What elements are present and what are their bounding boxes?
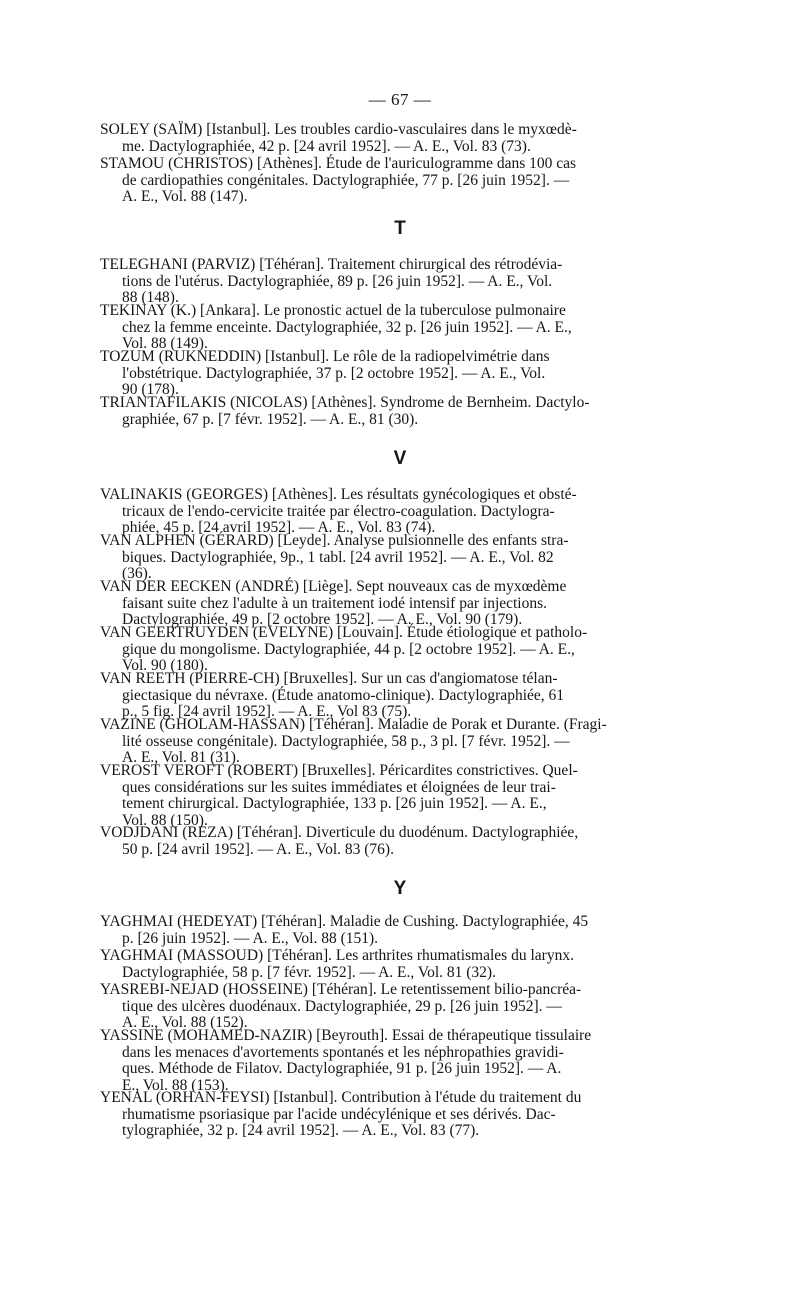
entry-line: ques considérations sur les suites immédiates et éloignées de leur trai-: [122, 778, 556, 796]
entry-line: TRIANTAFILAKIS (NICOLAS) [Athènes]. Syndrome de Bernheim. Dactylo-: [100, 394, 590, 411]
entry-line: 90 (178).: [122, 381, 179, 398]
entry-line: tement chirurgical. Dactylographiée, 133 p. [26 juin 1952]. — A. E.,: [122, 795, 547, 812]
entry-line: YENAL (ORHAN-FEYSI) [Istanbul]. Contribution à l'étude du traitement du: [100, 1089, 582, 1106]
entry-line: A. E., Vol. 81 (31).: [122, 749, 240, 766]
entry-line: giectasique du névraxe. (Étude anatomo-clinique). Dactylographiée, 61: [122, 686, 565, 704]
bibliography-entry: [100, 349, 720, 399]
entry-line: YASREBI-NEJAD (HOSSEINE) [Téhéran]. Le retentissement bilio-pancréa-: [100, 981, 582, 998]
bibliography-entry: [100, 487, 720, 537]
entry-line: E., Vol. 88 (153).: [122, 1076, 229, 1094]
bibliography-entry: [100, 122, 720, 155]
bibliography-entry: [100, 1090, 720, 1140]
entry-line: me. Dactylographiée, 42 p. [24 avril 1952]. — A. E., Vol. 83 (73).: [122, 137, 531, 155]
bibliography-entry: [100, 625, 720, 675]
entry-line: gique du mongolisme. Dactylographiée, 44 p. [2 octobre 1952]. — A. E.,: [122, 640, 575, 658]
entry-line: tylographiée, 32 p. [24 avril 1952]. — A. E., Vol. 83 (77).: [122, 1122, 480, 1139]
entry-line: VAN DER EECKEN (ANDRÉ) [Liège]. Sept nouveaux cas de myxœdème: [100, 578, 567, 595]
entry-line: TEKINAY (K.) [Ankara]. Le pronostic actuel de la tuberculose pulmonaire: [100, 302, 566, 319]
entry-line: Dactylographiée, 58 p. [7 févr. 1952]. — A. E., Vol. 81 (32).: [122, 963, 496, 981]
entry-line: de cardiopathies congénitales. Dactylographiée, 77 p. [26 juin 1952]. —: [122, 171, 570, 189]
bibliography-entry: [100, 257, 720, 307]
section-letter: T: [394, 218, 406, 239]
entry-line: l'obstétrique. Dactylographiée, 37 p. [2 octobre 1952]. — A. E., Vol.: [122, 364, 546, 382]
entry-line: Vol. 90 (180).: [122, 657, 208, 674]
entry-line: YASSINE (MOHAMED-NAZIR) [Beyrouth]. Essai de thérapeutique tissulaire: [100, 1027, 592, 1044]
bibliography-entry: [100, 156, 720, 206]
bibliography-entry: [100, 303, 720, 353]
entry-line: tions de l'utérus. Dactylographiée, 89 p. [26 juin 1952]. — A. E., Vol.: [122, 272, 553, 290]
entry-line: biques. Dactylographiée, 9p., 1 tabl. [24 avril 1952]. — A. E., Vol. 82: [122, 548, 554, 566]
entry-line: 50 p. [24 avril 1952]. — A. E., Vol. 83 (76).: [122, 840, 394, 858]
entry-line: (36).: [122, 565, 152, 582]
entry-line: phiée, 45 p. [24 avril 1952]. — A. E., Vol. 83 (74).: [122, 519, 436, 536]
entry-line: A. E., Vol. 88 (152).: [122, 1014, 248, 1031]
entry-line: dans les menaces d'avortements spontanés et les néphropathies gravidi-: [122, 1043, 564, 1061]
bibliography-entry: [100, 533, 720, 583]
entry-line: rhumatisme psoriasique par l'acide undécylénique et ses dérivés. Dac-: [122, 1105, 556, 1123]
entry-line: STAMOU (CHRISTOS) [Athènes]. Étude de l'auriculogramme dans 100 cas: [100, 155, 577, 172]
entry-line: VAN GEERTRUYDEN (EVELYNE) [Louvain]. Étude étiologique et patholo-: [100, 624, 588, 641]
entry-line: p., 5 fig. [24 avril 1952]. — A. E., Vol 83 (75).: [122, 703, 412, 720]
entry-line: lité osseuse congénitale). Dactylographiée, 58 p., 3 pl. [7 févr. 1952]. —: [122, 732, 570, 750]
entry-line: VEROST VEROFT (ROBERT) [Bruxelles]. Péricardites constrictives. Quel-: [100, 762, 578, 779]
entry-line: A. E., Vol. 88 (147).: [122, 188, 248, 205]
entry-line: tricaux de l'endo-cervicite traitée par électro-coagulation. Dactylogra-: [122, 502, 555, 520]
bibliography-entry: [100, 717, 720, 767]
entry-line: tique des ulcères duodénaux. Dactylographiée, 29 p. [26 juin 1952]. —: [122, 997, 562, 1015]
entry-line: Vol. 88 (149).: [122, 335, 208, 352]
entry-line: p. [26 juin 1952]. — A. E., Vol. 88 (151).: [122, 929, 379, 947]
bibliography-entry: [100, 948, 720, 981]
bibliography-entry: [100, 579, 720, 629]
bibliography-entry: [100, 763, 720, 829]
entry-line: TELEGHANI (PARVIZ) [Téhéran]. Traitement chirurgical des rétrodévia-: [100, 256, 563, 273]
entry-line: TOZUM (RUKNEDDIN) [Istanbul]. Le rôle de la radiopelvimétrie dans: [100, 348, 550, 365]
bibliography-entry: [100, 982, 720, 1032]
entry-line: 88 (148).: [122, 289, 179, 306]
entry-line: VAN ALPHEN (GÉRARD) [Leyde]. Analyse pulsionnelle des enfants stra-: [100, 532, 569, 549]
bibliography-entry: [100, 914, 720, 947]
entry-line: VAZINE (GHOLAM-HASSAN) [Téhéran]. Maladie de Porak et Durante. (Fragi-: [100, 716, 607, 733]
entry-line: YAGHMAI (MASSOUD) [Téhéran]. Les arthrites rhumatismales du larynx.: [100, 947, 574, 964]
entry-line: YAGHMAI (HEDEYAT) [Téhéran]. Maladie de Cushing. Dactylographiée, 45: [100, 913, 589, 930]
section-letter: Y: [393, 878, 407, 899]
section-letter: V: [393, 448, 407, 469]
entry-line: VODJDANI (REZA) [Téhéran]. Diverticule du duodénum. Dactylographiée,: [100, 824, 579, 841]
bibliography-entry: [100, 1028, 720, 1094]
bibliography-entry: [100, 395, 720, 428]
entry-line: chez la femme enceinte. Dactylographiée, 32 p. [26 juin 1952]. — A. E.,: [122, 318, 572, 336]
entry-line: faisant suite chez l'adulte à un traitement iodé intensif par injections.: [122, 594, 548, 612]
page-number: — 67 —: [368, 90, 432, 109]
entry-line: VALINAKIS (GEORGES) [Athènes]. Les résultats gynécologiques et obsté-: [100, 486, 577, 503]
entry-line: graphiée, 67 p. [7 févr. 1952]. — A. E., 81 (30).: [122, 410, 419, 428]
entry-line: Vol. 88 (150).: [122, 811, 208, 829]
entry-line: SOLEY (SAÏM) [Istanbul]. Les troubles cardio-vasculaires dans le myxœdè-: [100, 121, 577, 138]
entry-line: ques. Méthode de Filatov. Dactylographiée, 91 p. [26 juin 1952]. — A.: [122, 1060, 562, 1077]
bibliography-entry: [100, 825, 720, 858]
entry-line: Dactylographiée, 49 p. [2 octobre 1952]. — A. E., Vol. 90 (179).: [122, 611, 523, 628]
entry-line: VAN REETH (PIERRE-CH) [Bruxelles]. Sur un cas d'angiomatose télan-: [100, 670, 558, 687]
bibliography-entry: [100, 671, 720, 721]
